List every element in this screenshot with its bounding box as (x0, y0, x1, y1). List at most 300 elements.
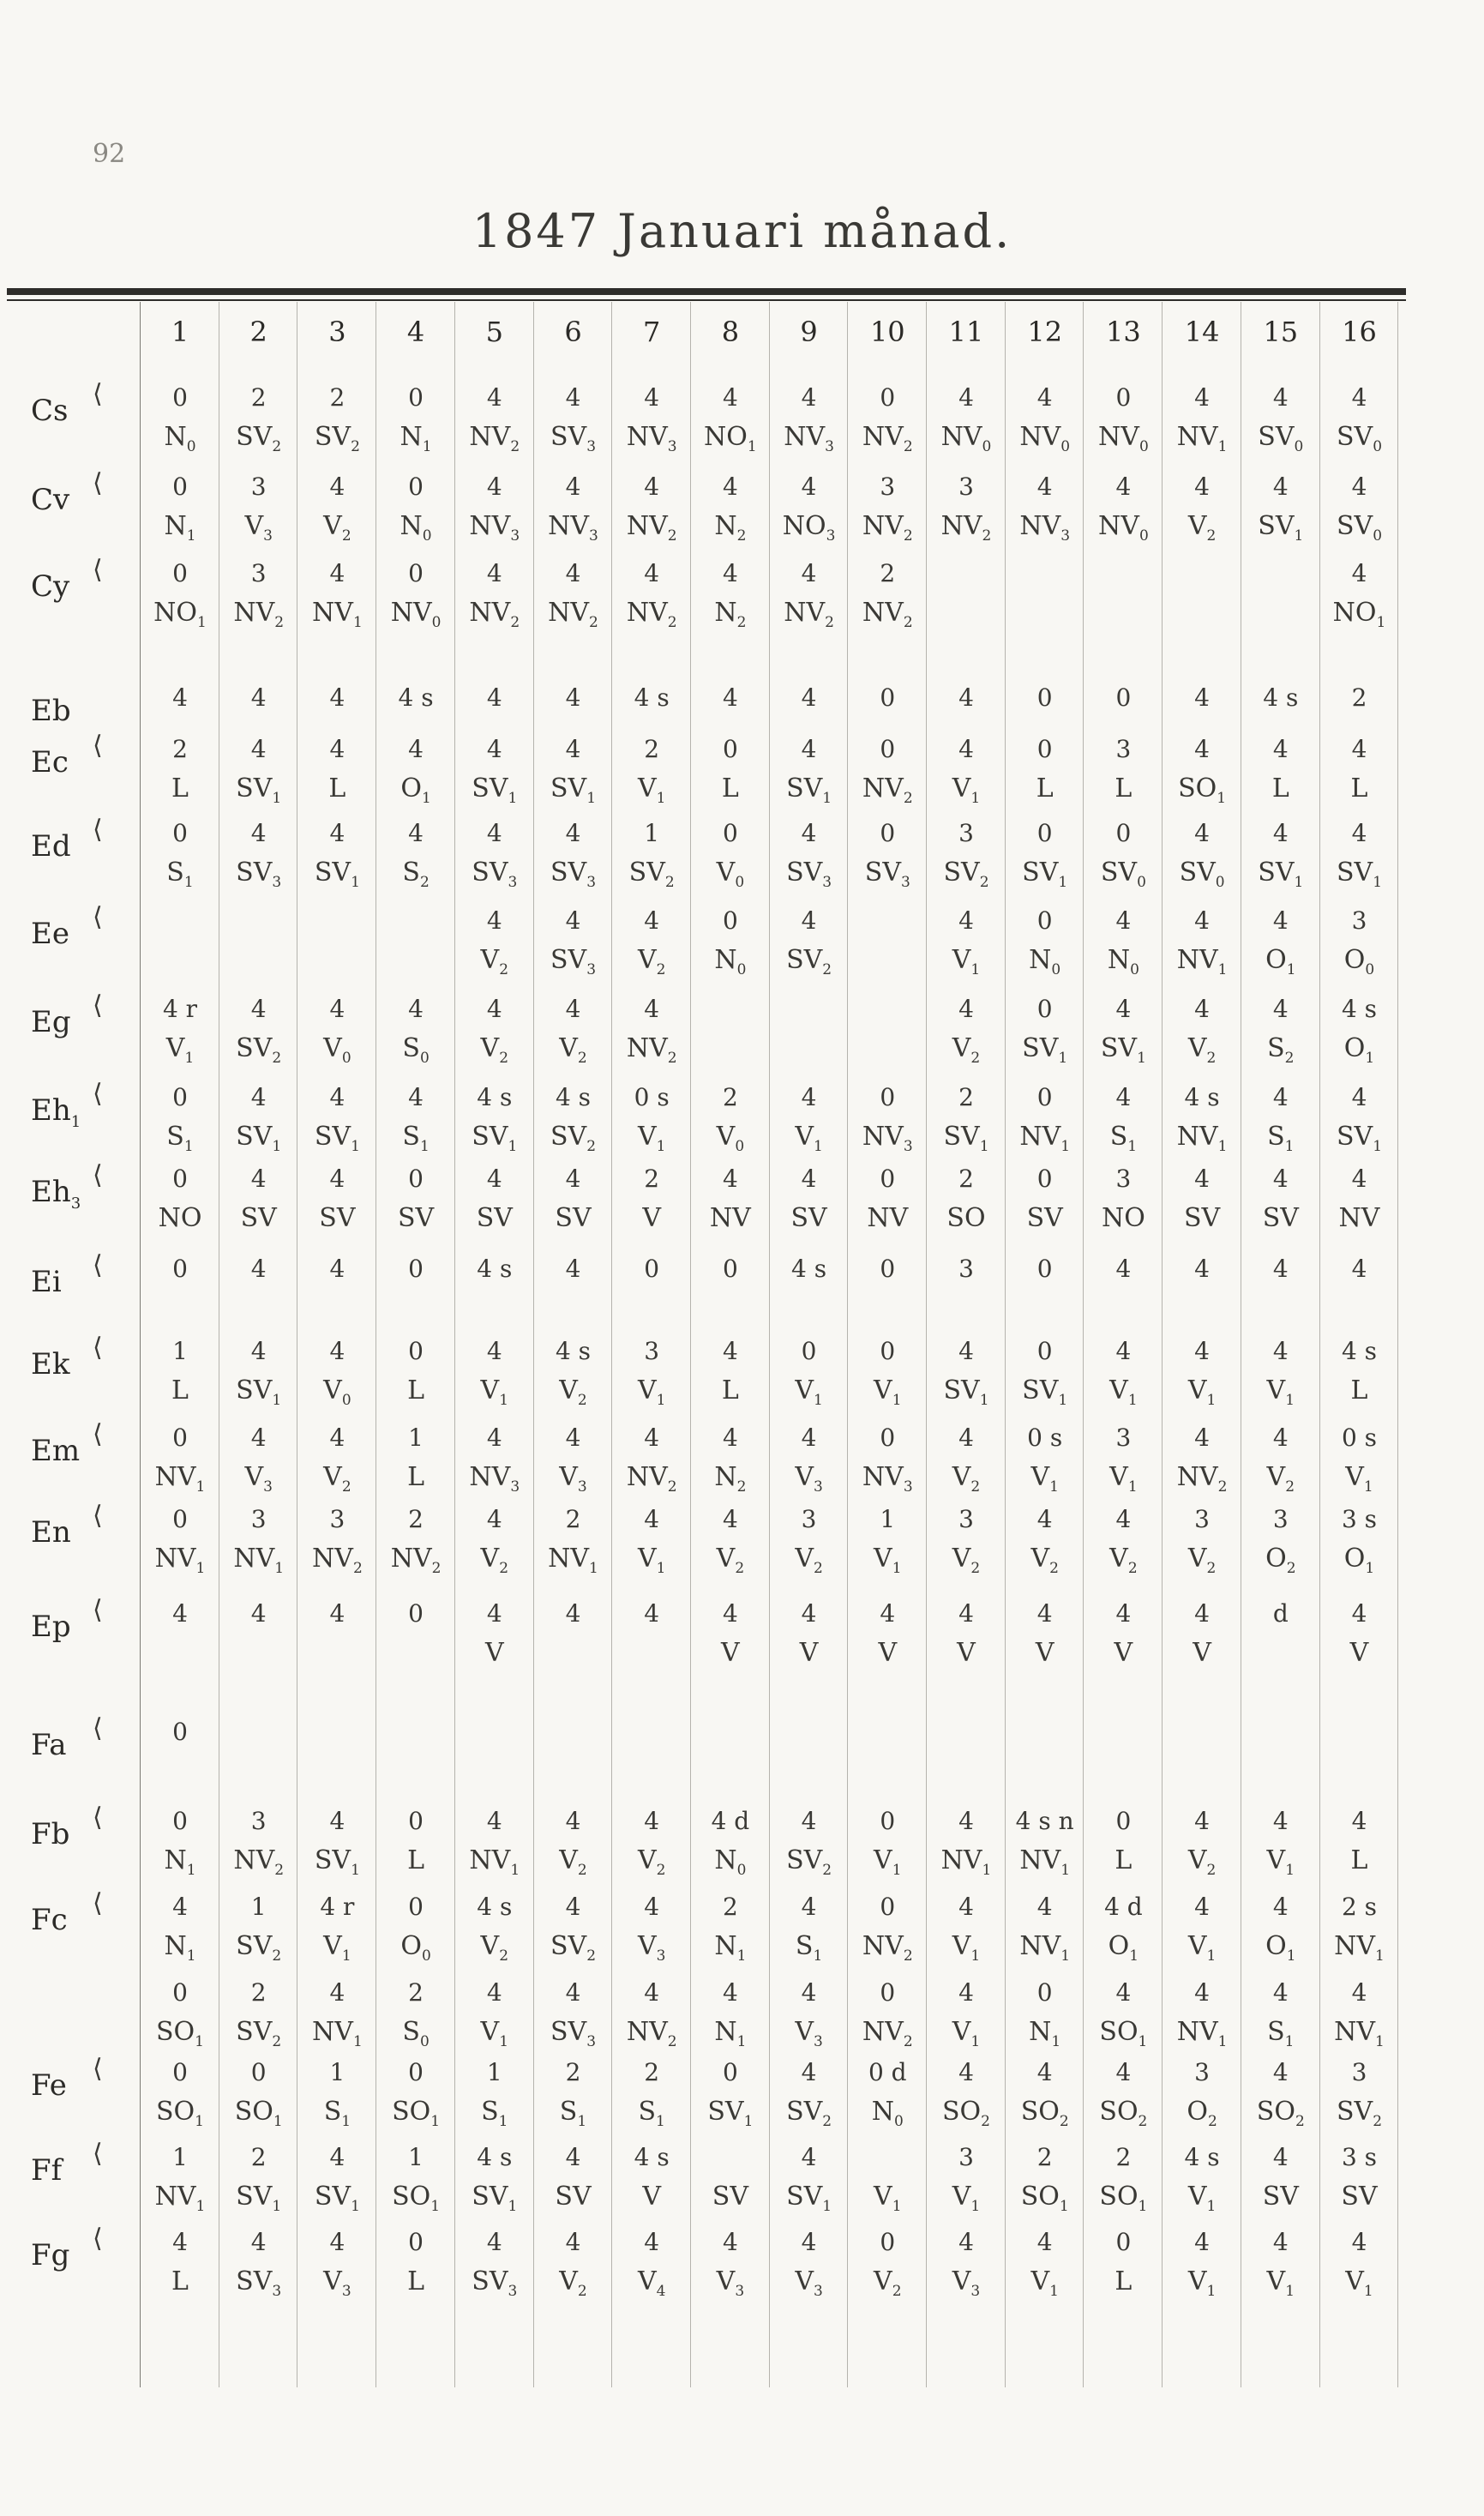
table-cell: 4 (565, 995, 581, 1023)
table-cell: 4 (644, 1505, 660, 1533)
table-cell: $SV_3$ (786, 858, 832, 891)
table-cell: V (484, 1638, 504, 1668)
column-header: 7 (643, 316, 661, 348)
table-cell: L (721, 1375, 739, 1405)
table-cell: 4 (486, 1165, 502, 1193)
table-cell: 0 (722, 906, 738, 935)
table-cell: 4 (801, 473, 817, 501)
table-cell: $V_2$ (480, 945, 509, 978)
table-cell: 4 s (1341, 995, 1378, 1023)
table-cell: $NV_2$ (469, 598, 520, 631)
table-cell: 4 (329, 1255, 345, 1283)
table-cell: $S_2$ (402, 858, 430, 891)
table-cell: 0 (408, 1893, 424, 1921)
table-cell: 4 s (1184, 2143, 1220, 2171)
table-cell: 4 (1272, 2228, 1289, 2256)
table-cell: $V_1$ (1030, 2266, 1059, 2300)
table-cell: $SV_3$ (550, 422, 597, 455)
table-cell: 4 (1272, 995, 1289, 1023)
table-cell: NO (1101, 1203, 1145, 1233)
table-cell: 4 (722, 1599, 738, 1628)
table-cell: 4 (1351, 735, 1367, 763)
table-cell: $N_0$ (164, 422, 196, 455)
table-cell: $V_1$ (1266, 1375, 1295, 1409)
table-cell: SV (790, 1203, 827, 1233)
table-cell: 4 (722, 1337, 738, 1365)
table-cell: 3 (1351, 2058, 1367, 2086)
table-cell: $NV_3$ (862, 1462, 913, 1496)
table-cell: $V_2$ (1187, 511, 1217, 545)
table-cell: 0 (172, 1255, 188, 1283)
table-cell: 0 (880, 1083, 896, 1111)
table-cell: 4 (565, 473, 581, 501)
table-cell: $SV_1$ (236, 1122, 282, 1155)
table-cell: 4 (329, 1083, 345, 1111)
table-cell: L (171, 1375, 189, 1405)
table-cell: 0 s (634, 1083, 670, 1111)
table-cell: $SV_1$ (550, 773, 597, 807)
table-cell: SV (319, 1203, 356, 1233)
table-cell: 4 (801, 1424, 817, 1452)
table-cell: 0 s (1341, 1424, 1378, 1452)
table-cell: 2 (172, 735, 188, 763)
row-label: Eb (31, 694, 71, 728)
table-cell: $SV_1$ (1258, 858, 1304, 891)
table-cell: 2 (250, 383, 267, 412)
table-cell: 4 (801, 1807, 817, 1835)
table-cell: 4 (958, 683, 974, 712)
row-brace: ⟨ (93, 731, 103, 761)
table-cell: 0 (1115, 2228, 1132, 2256)
table-cell: 4 (1272, 1893, 1289, 1921)
column-header: 15 (1263, 316, 1299, 348)
column-header: 11 (948, 316, 984, 348)
table-cell: 4 (1115, 1083, 1132, 1111)
row-brace: ⟨ (93, 815, 103, 845)
table-cell: 4 (1272, 1978, 1289, 2007)
table-cell: 3 (801, 1505, 817, 1533)
table-cell: $SV_1$ (472, 2182, 518, 2215)
row-label: Eg (31, 1005, 71, 1039)
table-cell: $V_1$ (952, 1931, 981, 1965)
table-cell: 4 (329, 1807, 345, 1835)
table-cell: 0 (722, 2058, 738, 2086)
table-cell: $NV_2$ (862, 1931, 913, 1965)
table-cell: 4 (722, 383, 738, 412)
column-header: 14 (1184, 316, 1220, 348)
table-cell: 4 (329, 735, 345, 763)
row-brace: ⟨ (93, 468, 103, 498)
table-cell: $NV_2$ (626, 598, 677, 631)
table-cell: $V_2$ (1187, 1033, 1217, 1067)
table-cell: 4 (958, 995, 974, 1023)
table-cell: $NV_2$ (548, 598, 598, 631)
table-cell: $SO_1$ (156, 2017, 204, 2050)
table-cell: $NO_1$ (153, 598, 207, 631)
table-cell: 4 (565, 1255, 581, 1283)
table-cell: 4 (172, 1599, 188, 1628)
table-cell: 0 (1036, 1255, 1053, 1283)
table-cell: 4 (1351, 2228, 1367, 2256)
table-cell: L (1350, 773, 1368, 804)
table-cell: 4 (1351, 473, 1367, 501)
table-cell: $NV_1$ (1334, 2017, 1385, 2050)
table-cell: 0 (1036, 735, 1053, 763)
table-cell: 4 (1272, 1424, 1289, 1452)
table-cell: 4 (1194, 473, 1210, 501)
column-header: 13 (1106, 316, 1141, 348)
table-cell: $NV_1$ (1334, 1931, 1385, 1965)
table-cell: 4 (250, 1083, 267, 1111)
table-cell: 2 (644, 1165, 660, 1193)
table-cell: 4 (329, 559, 345, 587)
row-label: Fb (31, 1817, 70, 1851)
table-cell: 3 (958, 2143, 974, 2171)
table-cell: 3 (250, 1505, 267, 1533)
table-cell: $O_1$ (1343, 1033, 1375, 1067)
table-cell: 4 (565, 1978, 581, 2007)
table-cell: $SV_1$ (472, 1122, 518, 1155)
table-cell: 4 (801, 683, 817, 712)
table-cell: $V_3$ (637, 1931, 666, 1965)
table-cell: $SO_1$ (1020, 2182, 1069, 2215)
table-cell: $NV_1$ (154, 1544, 206, 1577)
table-cell: 4 r (162, 995, 198, 1023)
table-cell: 4 (1194, 735, 1210, 763)
table-cell: 4 (801, 2228, 817, 2256)
table-cell: $NV_3$ (469, 511, 520, 545)
table-cell: $NV_3$ (1019, 511, 1071, 545)
table-cell: 0 (722, 735, 738, 763)
table-cell: $NV_2$ (862, 2017, 913, 2050)
table-cell: $NV_1$ (1176, 2017, 1228, 2050)
table-cell: $O_1$ (1265, 945, 1296, 978)
table-cell: 4 (644, 1893, 660, 1921)
table-cell: $V_3$ (795, 1462, 823, 1496)
table-cell: $V_2$ (323, 511, 351, 545)
table-cell: 2 s (1341, 1893, 1378, 1921)
row-label: Ee (31, 917, 69, 951)
table-cell: 4 (1351, 383, 1367, 412)
table-cell: 0 (172, 1505, 188, 1533)
table-cell: $NV_0$ (1019, 422, 1071, 455)
table-cell: 4 (565, 559, 581, 587)
table-cell: $SV_3$ (550, 945, 597, 978)
table-cell: $O_1$ (1108, 1931, 1139, 1965)
table-cell: NV (709, 1203, 751, 1233)
table-cell: $SV_1$ (786, 773, 832, 807)
row-brace: ⟨ (93, 2224, 103, 2254)
table-cell: $V_2$ (952, 1544, 981, 1577)
table-cell: 0 (408, 1165, 424, 1193)
table-cell: 4 (801, 819, 817, 847)
table-cell: L (328, 773, 346, 804)
table-cell: $SV_0$ (1179, 858, 1225, 891)
table-cell: $SV_2$ (550, 1122, 597, 1155)
table-cell: 0 s (1027, 1424, 1063, 1452)
table-cell: 4 (958, 2228, 974, 2256)
table-cell: $SV_1$ (236, 1375, 282, 1409)
table-cell: 4 s n (1015, 1807, 1074, 1835)
table-cell: 4 (250, 2228, 267, 2256)
table-cell: SV (1026, 1203, 1063, 1233)
table-cell: 4 (565, 1165, 581, 1193)
table-cell: $S_1$ (166, 858, 194, 891)
table-cell: $SO_1$ (1178, 773, 1227, 807)
table-cell: 0 (408, 1807, 424, 1835)
table-cell: 0 (408, 2058, 424, 2086)
table-cell: $V_1$ (480, 1375, 509, 1409)
table-cell: $V_2$ (559, 1033, 587, 1067)
table-cell: $V_3$ (795, 2017, 823, 2050)
table-cell: 4 (1194, 1165, 1210, 1193)
table-cell: L (1350, 1375, 1368, 1405)
table-cell: 4 (486, 383, 502, 412)
table-cell: $V_3$ (795, 2266, 823, 2300)
row-label: En (31, 1515, 71, 1550)
row-label: Ek (31, 1347, 70, 1381)
table-cell: $V_2$ (559, 2266, 587, 2300)
table-cell: 4 (1272, 1337, 1289, 1365)
column-header: 3 (328, 316, 346, 348)
table-cell: $SO_2$ (942, 2097, 990, 2130)
table-cell: 4 (1194, 1424, 1210, 1452)
column-header: 9 (800, 316, 818, 348)
table-cell: $SV_1$ (1336, 858, 1383, 891)
table-cell: 1 (408, 1424, 424, 1452)
row-brace: ⟨ (93, 990, 103, 1020)
table-cell: 4 s (555, 1337, 592, 1365)
table-cell: 4 (801, 1893, 817, 1921)
table-cell: 0 (408, 1255, 424, 1283)
table-cell: 4 (801, 735, 817, 763)
table-cell: 4 (408, 995, 424, 1023)
table-cell: 4 (958, 1337, 974, 1365)
table-cell: $V_2$ (637, 1845, 666, 1879)
table-cell: 4 (1194, 995, 1210, 1023)
table-cell: 0 (1036, 906, 1053, 935)
row-brace: ⟨ (93, 1595, 103, 1625)
table-cell: 2 (644, 735, 660, 763)
table-cell: $SO_1$ (392, 2182, 441, 2215)
table-cell: 4 (958, 906, 974, 935)
table-cell: $SV_1$ (786, 2182, 832, 2215)
table-cell: V (957, 1638, 976, 1668)
table-cell: 4 (801, 559, 817, 587)
table-cell: 0 (880, 683, 896, 712)
table-cell: $SV_2$ (943, 858, 989, 891)
table-cell: $NV_1$ (548, 1544, 598, 1577)
table-cell: 4 (250, 1599, 267, 1628)
table-cell: $V_1$ (795, 1122, 823, 1155)
table-cell: 4 s (477, 1255, 513, 1283)
table-cell: 4 (801, 383, 817, 412)
table-cell: 4 (1194, 819, 1210, 847)
table-cell: $NV_2$ (862, 598, 913, 631)
table-cell: 4 (1115, 1599, 1132, 1628)
table-cell: $NV_0$ (390, 598, 442, 631)
table-cell: 4 (644, 559, 660, 587)
table-cell: 4 (565, 735, 581, 763)
table-cell: $SV_3$ (236, 858, 282, 891)
table-cell: $S_1$ (166, 1122, 194, 1155)
row-label: Em (31, 1434, 81, 1468)
table-cell: 3 (958, 1255, 974, 1283)
table-cell: 0 (1115, 1807, 1132, 1835)
table-cell: $NV_3$ (548, 511, 598, 545)
table-cell: $V_0$ (716, 858, 745, 891)
table-cell: 0 (408, 559, 424, 587)
table-cell: 4 (1351, 1978, 1367, 2007)
table-cell: 3 (644, 1337, 660, 1365)
row-brace: ⟨ (93, 555, 103, 585)
table-cell: 4 (644, 473, 660, 501)
table-cell: 4 r (320, 1893, 355, 1921)
row-brace: ⟨ (93, 379, 103, 409)
table-cell: $NV_2$ (1176, 1462, 1228, 1496)
table-cell: $N_0$ (400, 511, 432, 545)
table-cell: 4 (1272, 735, 1289, 763)
table-cell: L (1115, 1845, 1133, 1875)
table-cell: SV (1341, 2182, 1378, 2212)
table-cell: 4 (1194, 1255, 1210, 1283)
table-cell: $SV_2$ (628, 858, 675, 891)
row-brace: ⟨ (93, 1333, 103, 1363)
table-cell: 0 (801, 1337, 817, 1365)
table-cell: 4 (486, 906, 502, 935)
table-cell: $S_1$ (638, 2097, 665, 2130)
table-cell: $SO_1$ (1099, 2182, 1148, 2215)
table-cell: 0 (880, 1337, 896, 1365)
table-cell: 2 (722, 1083, 738, 1111)
table-cell: 3 (250, 473, 267, 501)
table-cell: $SV_1$ (314, 2182, 360, 2215)
table-cell: 4 (1115, 2058, 1132, 2086)
row-label: Ec (31, 745, 69, 779)
table-cell: $NV_2$ (862, 511, 913, 545)
table-cell: 3 s (1341, 1505, 1378, 1533)
table-cell: $NV_1$ (469, 1845, 520, 1879)
table-cell: 4 (329, 683, 345, 712)
table-cell: 4 (250, 735, 267, 763)
table-cell: $V_1$ (952, 2017, 981, 2050)
table-cell: 3 (958, 1505, 974, 1533)
table-cell: 4 (644, 1599, 660, 1628)
table-cell: 1 (408, 2143, 424, 2171)
table-cell: 4 (1036, 1505, 1053, 1533)
table-cell: SV (712, 2182, 748, 2212)
table-cell: $SV_1$ (314, 1845, 360, 1879)
table-cell: 0 (880, 2228, 896, 2256)
table-cell: 0 (1036, 995, 1053, 1023)
table-cell: 0 (1115, 683, 1132, 712)
table-cell: L (1271, 773, 1289, 804)
table-cell: 4 (1351, 1255, 1367, 1283)
table-cell: 4 s (477, 1083, 513, 1111)
table-cell: $V_2$ (480, 1931, 509, 1965)
table-cell: SV (1262, 2182, 1299, 2212)
table-cell: V (1349, 1638, 1369, 1668)
table-cell: 0 (172, 473, 188, 501)
table-cell: $V_1$ (874, 1544, 902, 1577)
table-cell: 2 (329, 383, 345, 412)
table-cell: $NV_2$ (390, 1544, 442, 1577)
table-cell: $V_3$ (323, 2266, 351, 2300)
table-cell: 4 (801, 2058, 817, 2086)
table-cell: $SV_1$ (943, 1375, 989, 1409)
table-cell: $V_1$ (1187, 2266, 1217, 2300)
table-cell: 4 (801, 906, 817, 935)
table-cell: 0 (1036, 1083, 1053, 1111)
table-cell: $V_2$ (1266, 1462, 1295, 1496)
table-cell: 4 (1194, 1599, 1210, 1628)
table-cell: 4 (408, 735, 424, 763)
table-cell: 0 (408, 1337, 424, 1365)
table-cell: $V_1$ (637, 773, 666, 807)
table-cell: 4 (1194, 906, 1210, 935)
table-cell: L (1115, 2266, 1133, 2296)
table-cell: V (642, 1203, 662, 1233)
table-cell: 4 (1194, 1337, 1210, 1365)
table-cell: $NV_1$ (1019, 1931, 1071, 1965)
table-cell: 4 (722, 1424, 738, 1452)
table-cell: 4 (329, 995, 345, 1023)
table-cell: 4 (1351, 1165, 1367, 1193)
table-cell: $NV_0$ (1098, 422, 1149, 455)
table-cell: $N_1$ (164, 1845, 196, 1879)
table-cell: $S_1$ (1267, 2017, 1295, 2050)
table-cell: $NV_1$ (233, 1544, 285, 1577)
column-header: 16 (1342, 316, 1377, 348)
table-cell: 4 (644, 1978, 660, 2007)
table-cell: 4 (722, 1505, 738, 1533)
table-cell: 4 (1036, 1599, 1053, 1628)
table-cell: $O_2$ (1187, 2097, 1217, 2130)
table-cell: $N_1$ (1029, 2017, 1061, 2050)
table-cell: $SV_2$ (236, 422, 282, 455)
table-cell: 0 (172, 1718, 188, 1746)
table-cell: 4 (722, 683, 738, 712)
table-cell: 4 (1272, 473, 1289, 501)
table-cell: 2 (250, 1978, 267, 2007)
table-cell: $V_3$ (952, 2266, 981, 2300)
table-cell: SV (240, 1203, 277, 1233)
table-cell: 4 (880, 1599, 896, 1628)
table-cell: 3 (1272, 1505, 1289, 1533)
table-cell: $SV_1$ (1258, 511, 1304, 545)
table-cell: $S_1$ (1267, 1122, 1295, 1155)
column-header: 10 (869, 316, 905, 348)
table-cell: 3 (1194, 2058, 1210, 2086)
table-cell: 4 s (634, 683, 670, 712)
table-cell: $V_1$ (323, 1931, 351, 1965)
table-cell: 3 (1115, 1165, 1132, 1193)
table-cell: 0 (880, 1978, 896, 2007)
table-cell: $SV_1$ (1336, 1122, 1383, 1155)
table-cell: 2 (1351, 683, 1367, 712)
table-cell: $SV_1$ (1100, 1033, 1146, 1067)
table-cell: 4 (486, 1807, 502, 1835)
table-cell: $V_1$ (1030, 1462, 1059, 1496)
table-cell: $NV_2$ (312, 1544, 363, 1577)
table-cell: 4 (801, 1599, 817, 1628)
row-label: Fg (31, 2238, 70, 2272)
table-cell: 2 (644, 2058, 660, 2086)
column-header: 6 (564, 316, 582, 348)
table-cell: 0 (880, 1165, 896, 1193)
table-cell: $SV_2$ (786, 2097, 832, 2130)
row-label: Ep (31, 1610, 71, 1644)
